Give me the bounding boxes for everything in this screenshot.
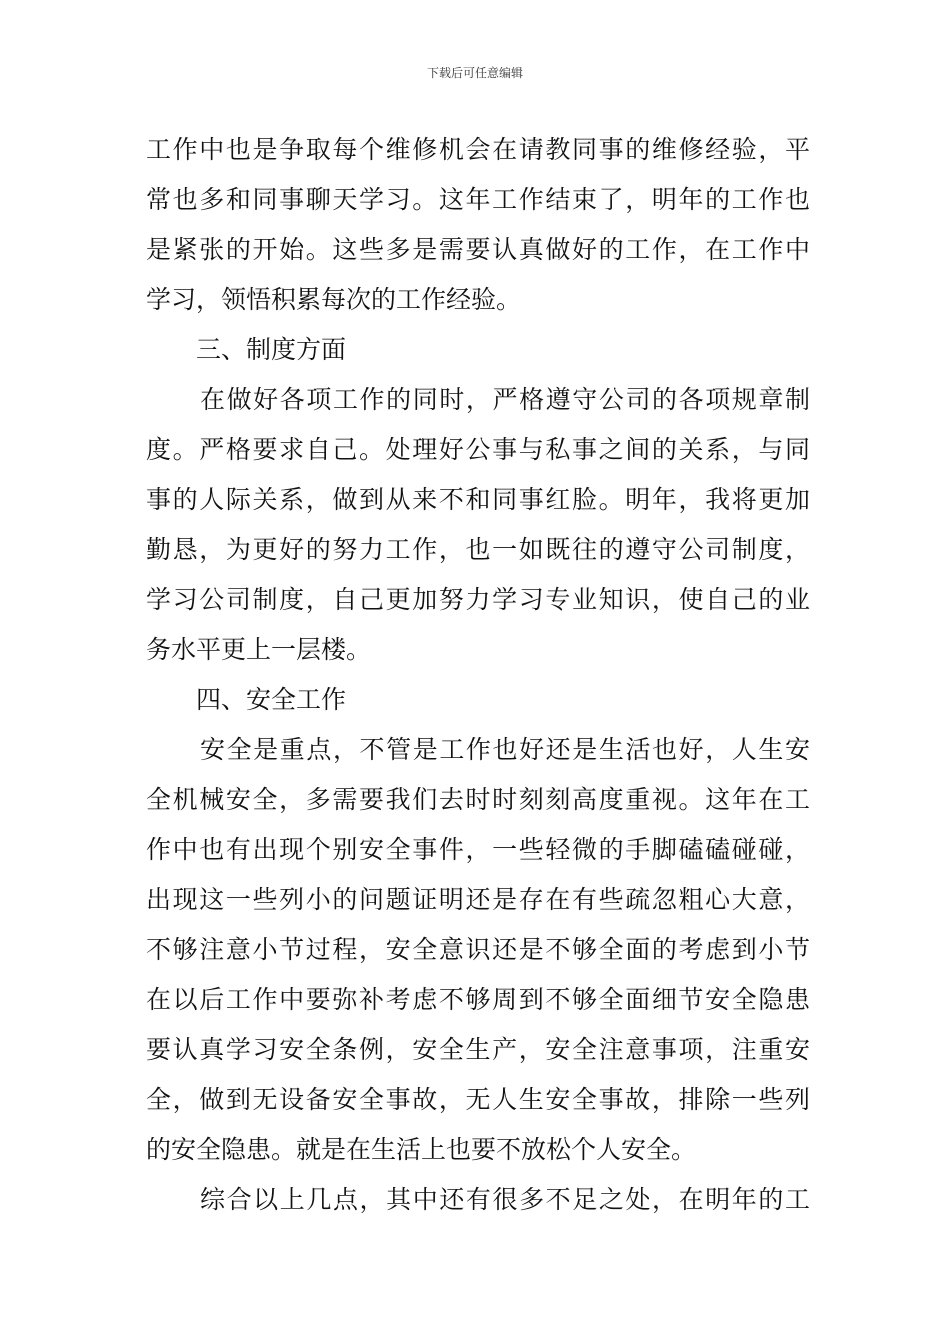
document-body — [146, 125, 810, 1225]
body-line: 勤恳，为更好的努力工作，也一如既往的遵守公司制度， — [146, 535, 810, 564]
section-heading-system: 三、制度方面 — [196, 335, 347, 364]
body-line: 学习公司制度，自己更加努力学习专业知识，使自己的业 — [146, 585, 810, 614]
page-header: 下载后可任意编辑 — [426, 66, 523, 80]
body-line: 的安全隐患。就是在生活上也要不放松个人安全。 — [146, 1135, 697, 1164]
body-line: 在做好各项工作的同时，严格遵守公司的各项规章制 — [200, 385, 810, 414]
body-line: 作中也有出现个别安全事件，一些轻微的手脚磕磕碰碰， — [146, 835, 810, 864]
body-line: 安全是重点，不管是工作也好还是生活也好，人生安 — [200, 735, 810, 764]
body-line: 不够注意小节过程，安全意识还是不够全面的考虑到小节 — [146, 935, 810, 964]
body-line: 工作中也是争取每个维修机会在请教同事的维修经验，平 — [146, 135, 810, 164]
body-line: 在以后工作中要弥补考虑不够周到不够全面细节安全隐患 — [146, 985, 810, 1014]
body-line: 学习，领悟积累每次的工作经验。 — [146, 285, 522, 314]
body-line: 度。严格要求自己。处理好公事与私事之间的关系，与同 — [146, 435, 810, 464]
body-line: 常也多和同事聊天学习。这年工作结束了，明年的工作也 — [146, 185, 810, 214]
body-line: 是紧张的开始。这些多是需要认真做好的工作，在工作中 — [146, 235, 810, 264]
body-line: 要认真学习安全条例，安全生产，安全注意事项，注重安 — [146, 1035, 810, 1064]
body-line: 全，做到无设备安全事故，无人生安全事故，排除一些列 — [146, 1085, 810, 1114]
body-line: 务水平更上一层楼。 — [146, 635, 372, 664]
body-line: 综合以上几点，其中还有很多不足之处，在明年的工 — [200, 1185, 810, 1214]
body-line: 出现这一些列小的问题证明还是存在有些疏忽粗心大意， — [146, 885, 810, 914]
body-line: 全机械安全，多需要我们去时时刻刻高度重视。这年在工 — [146, 785, 810, 814]
section-heading-safety: 四、安全工作 — [196, 685, 347, 714]
body-line: 事的人际关系，做到从来不和同事红脸。明年，我将更加 — [146, 485, 810, 514]
